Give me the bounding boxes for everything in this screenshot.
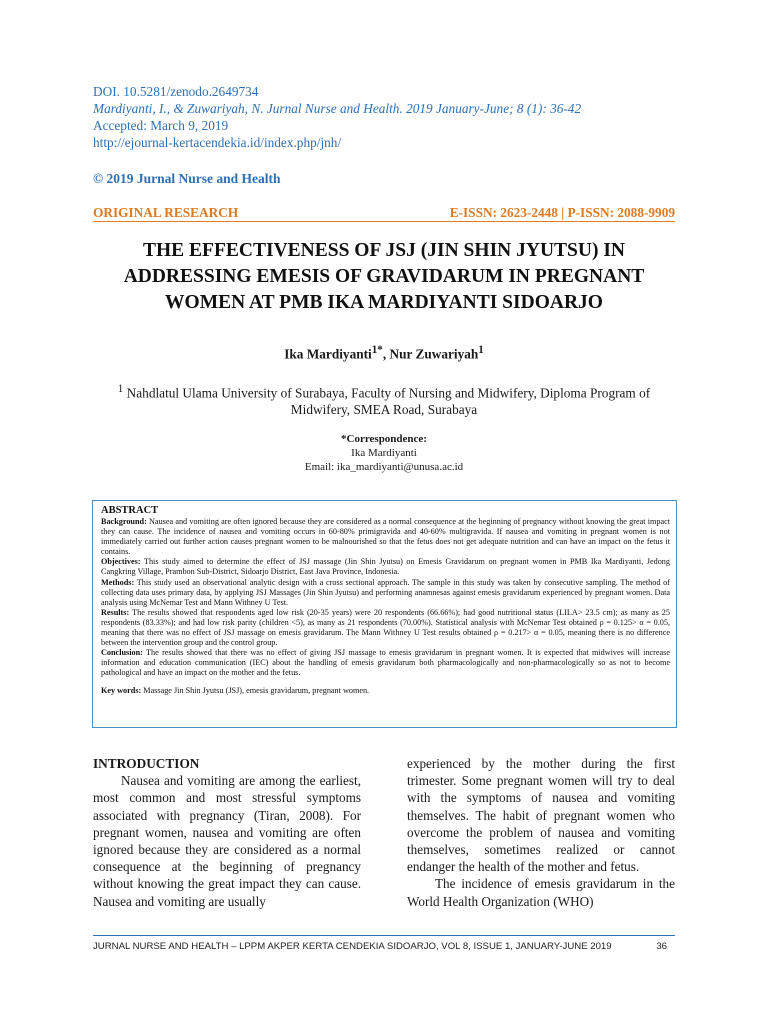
body-paragraph: Nausea and vomiting are among the earliest, most common and most stressful symptoms associated with pregnancy (Tiran, 2008). For pregnant women, nausea and vomiting are often ignored because they are considered as a normal consequence at the beginning of pregnancy without knowing the great impact they can cause. Nausea and vomiting are usually [93,773,361,909]
abstract-methods [101,578,670,608]
footer-journal: JURNAL NURSE AND HEALTH – LPPM AKPER KERTA CENDEKIA SIDOARJO, VOL 8, ISSUE 1, JANUARY-JUNE 2019 [93,941,612,952]
correspondence [93,432,675,474]
journal-url[interactable]: http://ejournal-kertacendekia.id/index.php/jnh/ [93,135,342,150]
abstract-heading: ABSTRACT [101,505,159,516]
abstract-label: Key words: [101,685,142,695]
abstract-text: The results showed that there was no effect of giving JSJ massage to emesis gravidarum in pregnant women. It is expected that midwives will increase information and education communication (IEC) about the handling of emesis gravidarum both pharmacologically and non-pharmacologically so as not to become pathological and have an impact on the mother and the fetus. [101,648,670,678]
article-metadata [93,83,693,151]
article-type: ORIGINAL RESEARCH [93,205,239,220]
abstract-text: Nausea and vomiting are often ignored because they are considered as a normal consequence at the beginning of pregnancy without knowing the great impact they can cause. The incidence of nausea and vomiting occurs in 60-80% primigravida and 40-60% multigravida. If nausea and vomiting in pregnant women is not immediately carried out further action causes pregnant women to be malnourished so that the fetus does not get adequate nutrition and can have an impact on the fetus it contains. [101,517,670,557]
issn: E-ISSN: 2623-2448 | P-ISSN: 2088-9909 [449,205,675,220]
abstract-label: Objectives: [101,557,141,567]
accepted-date: Accepted: March 9, 2019 [93,118,229,133]
authors [93,344,675,362]
affiliation-text: Nahdlatul Ulama University of Surabaya, Faculty of Nursing and Midwifery, Diploma Program of Midwifery, SMEA Road, Surabaya [123,385,651,418]
body-paragraph: The incidence of emesis gravidarum in the World Health Organization (WHO) [407,876,675,909]
affiliation [110,381,658,418]
page-number: 36 [656,941,667,952]
section-heading: INTRODUCTION [93,756,200,771]
paper-title: THE EFFECTIVENESS OF JSJ (JIN SHIN JYUTSU) IN ADDRESSING EMESIS OF GRAVIDARUM IN PREGNANT WOMEN AT PMB IKA MARDIYANTI SIDOARJO [123,240,645,313]
correspondence-name: Ika Mardiyanti [351,447,417,459]
author-name: Nur Zuwariyah [389,346,479,362]
abstract-text: The results showed that respondents aged low risk (20-35 years) were 20 respondents (66.66%); had good nutritional status (LILA> 23.5 cm); as many as 25 respondents (83.33%); and had low risk parity (children <5), as many as 21 respondents (70.00%). Statistical analysis with McNemar Test obtained ρ = 0.125> α = 0.05, meaning that there was no effect of JSJ massage on emesis gravidarum. The Mann Withney U Test results obtained ρ = 0.217> α = 0.05, meaning there is no difference between the intervention group and the control group. [101,607,670,648]
body-column-right [407,755,675,910]
abstract-objectives [101,557,670,577]
correspondence-label: *Correspondence: [341,433,427,445]
footer-rule [93,935,675,936]
abstract-label: Methods: [101,577,135,587]
abstract-box [92,500,677,728]
author-affiliation-mark: 1* [371,344,383,356]
author-separator: , [382,346,390,362]
abstract-conclusion [101,648,670,678]
body-column-left [93,755,361,910]
affiliation-mark: 1 [117,383,124,395]
abstract-text: This study aimed to determine the effect of JSJ massage (Jin Shin Jyutsu) on Emesis Gravidarum on pregnant women in PMB Ika Mardiyanti, Jedong Cangkring Village, Prambon Sub-District, Sidoarjo District, East Java Province, Indonesia. [101,557,670,577]
abstract-text: Massage Jin Shin Jyutsu (JSJ), emesis gravidarum, pregnant women. [141,685,370,695]
abstract-text: This study used an observational analytic design with a cross sectional approach. The sample in this study was taken by consecutive sampling. The method of collecting data uses primary data, by applying JSJ Massages (Jin Shin Jyutsu) and performing anamnesas against emesis gravidarum experienced by pregnant women. Data analysis using McNemar Test and Mann Withney U Test. [101,577,670,607]
abstract-background [101,517,670,557]
abstract-results [101,608,670,648]
copyright: © 2019 Jurnal Nurse and Health [93,171,281,186]
article-type-header [93,205,675,222]
author-affiliation-mark: 1 [478,344,484,356]
doi[interactable]: DOI. 10.5281/zenodo.2649734 [93,84,259,99]
page-footer [93,941,675,952]
citation: Mardiyanti, I., & Zuwariyah, N. Jurnal Nurse and Health. 2019 January-June; 8 (1): 36-42 [93,101,582,116]
abstract-keywords [101,686,670,696]
correspondence-email[interactable]: Email: ika_mardiyanti@unusa.ac.id [304,461,464,473]
abstract-label: Conclusion: [101,648,143,658]
body-paragraph: experienced by the mother during the first trimester. Some pregnant women will try to deal with the symptoms of nausea and vomiting themselves. The habit of pregnant women who overcome the problem of nausea and vomiting themselves, sometimes realized or cannot endanger the health of the mother and fetus. [407,756,675,875]
abstract-label: Results: [101,607,130,617]
author-name: Ika Mardiyanti [284,346,372,362]
abstract-label: Background: [101,517,147,526]
